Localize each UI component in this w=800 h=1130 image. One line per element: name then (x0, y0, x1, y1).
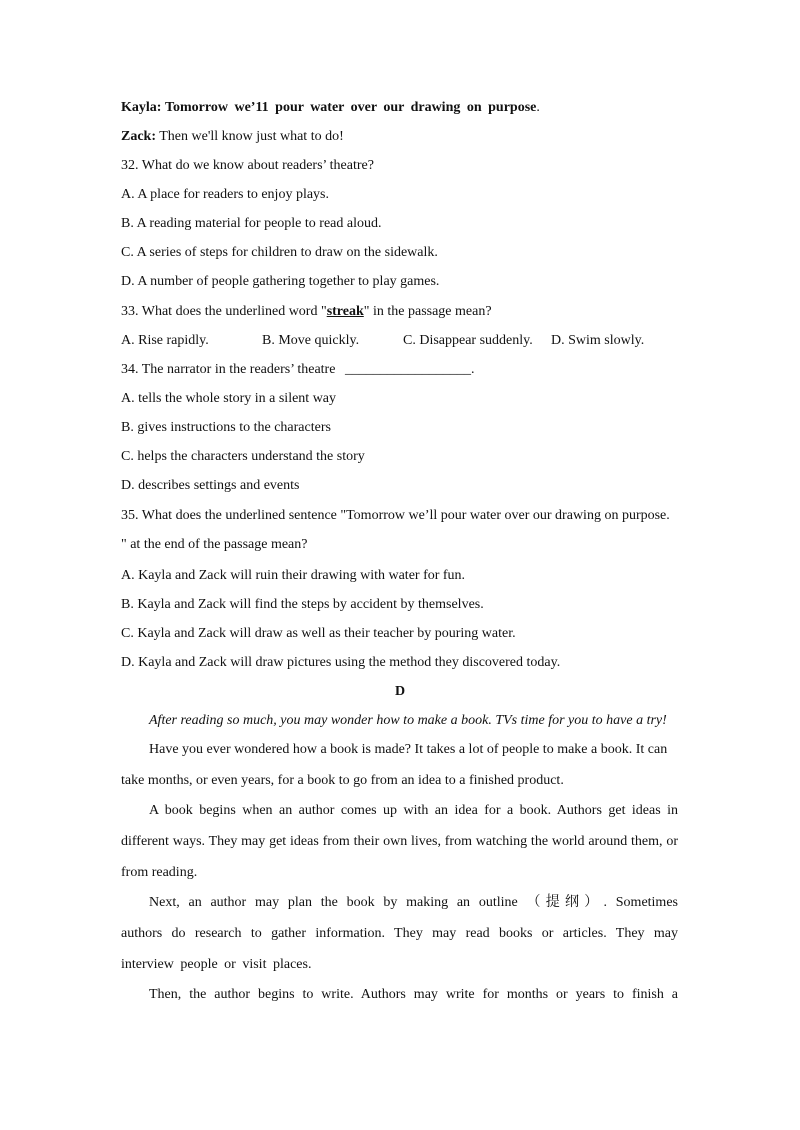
q33-stem-before: 33. What does the underlined word " (121, 304, 327, 319)
q35-option-a: A. Kayla and Zack will ruin their drawing with water for fun. (121, 568, 466, 583)
q34-option-c: C. helps the characters understand the story (121, 449, 365, 464)
paragraph-2-line-3: from reading. (121, 865, 198, 880)
q33-option-b: B. Move quickly. (262, 333, 360, 348)
q33-options (121, 331, 681, 351)
kayla-line: Tomorrow we’11 pour water over our drawing on purpose (164, 100, 537, 115)
q35-option-b: B. Kayla and Zack will find the steps by accident by themselves. (121, 597, 484, 612)
speaker-zack: Zack: (121, 129, 156, 144)
speaker-kayla: Kayla: (121, 100, 162, 115)
q34-blank: __________________. (344, 362, 475, 377)
q33-option-c: C. Disappear suddenly. (403, 333, 533, 348)
passage-heading: D (394, 684, 406, 699)
q35-option-d: D. Kayla and Zack will draw pictures using the method they discovered today. (121, 655, 561, 670)
q35-stem-line1: 35. What does the underlined sentence "Tomorrow we’ll pour water over our drawing on purpose. (121, 508, 670, 523)
dialogue-zack (121, 127, 344, 147)
q33-option-a: A. Rise rapidly. (121, 333, 209, 348)
q32-option-a: A. A place for readers to enjoy plays. (121, 187, 329, 202)
paragraph-1-line-1: Have you ever wondered how a book is made? It takes a lot of people to make a book. It can (149, 742, 668, 757)
q35-option-c: C. Kayla and Zack will draw as well as their teacher by pouring water. (121, 626, 516, 641)
underlined-word-streak: streak (326, 304, 364, 319)
q34-stem (121, 360, 474, 380)
q35-stem-line2: " at the end of the passage mean? (121, 537, 308, 552)
q32-option-b: B. A reading material for people to read aloud. (121, 216, 382, 231)
paragraph-3-line-1: Next, an author may plan the book by making an outline （提纲）. Sometimes (149, 895, 678, 910)
paragraph-1-line-2: take months, or even years, for a book to go from an idea to a finished product. (121, 773, 564, 788)
q33-option-d: D. Swim slowly. (551, 333, 645, 348)
q32-option-d: D. A number of people gathering together to play games. (121, 274, 440, 289)
paragraph-3-line-3: interview people or visit places. (121, 957, 312, 972)
passage-intro: After reading so much, you may wonder how to make a book. TVs time for you to have a try! (149, 713, 667, 728)
q33-stem-after: " in the passage mean? (363, 304, 492, 319)
q34-stem-text: 34. The narrator in the readers’ theatre (121, 362, 336, 377)
q33-stem (121, 302, 492, 322)
q34-option-b: B. gives instructions to the characters (121, 420, 331, 435)
zack-line: Then we'll know just what to do! (159, 129, 344, 144)
dialogue-kayla (121, 98, 540, 118)
paragraph-2-line-2: different ways. They may get ideas from their own lives, from watching the world around them, or (121, 834, 678, 849)
q32-option-c: C. A series of steps for children to draw on the sidewalk. (121, 245, 438, 260)
q32-stem: 32. What do we know about readers’ theatre? (121, 158, 374, 173)
paragraph-2-line-1: A book begins when an author comes up with an idea for a book. Authors get ideas in (149, 803, 678, 818)
paragraph-3-line-2: authors do research to gather information. They may read books or articles. They may (121, 926, 678, 941)
kayla-line-end: . (536, 100, 540, 115)
paragraph-4-line-1: Then, the author begins to write. Authors may write for months or years to finish a (149, 987, 678, 1002)
q34-option-a: A. tells the whole story in a silent way (121, 391, 337, 406)
q34-option-d: D. describes settings and events (121, 478, 300, 493)
